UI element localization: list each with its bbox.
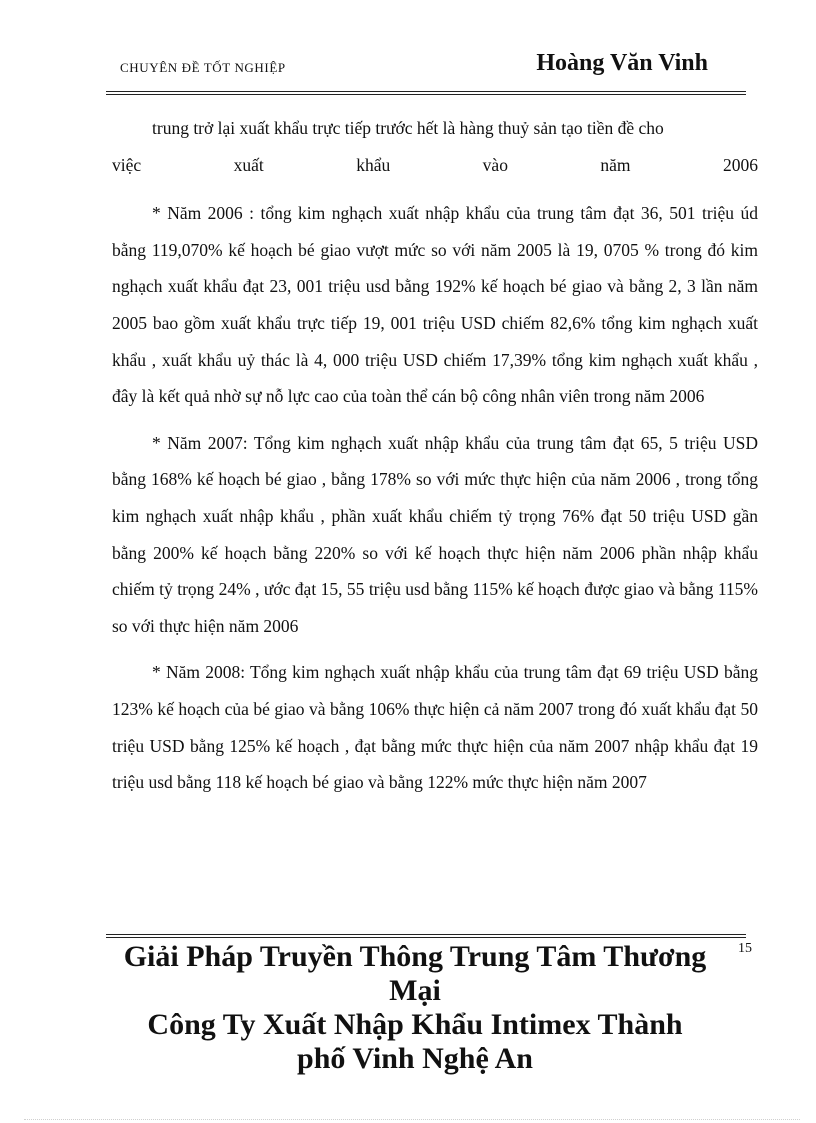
paragraph-intro-line-1: trung trở lại xuất khẩu trực tiếp trước hết là hàng thuỷ sản tạo tiền đề cho — [152, 118, 664, 138]
page-number: 15 — [738, 941, 752, 956]
footer-title-line-3: Công Ty Xuất Nhập Khẩu Intimex Thành — [147, 1008, 683, 1041]
header-author-name: Hoàng Văn Vinh — [536, 50, 708, 76]
paragraph-2006: * Năm 2006 : tổng kim nghạch xuất nhập khẩu của trung tâm đạt 36, 501 triệu úd bằng 119,070% kế hoạch bé giao vượt mức so với năm 2005 là 19, 0705 % trong đó kim nghạch xuất khẩu đạt 23, 001 triệu usd bằng 192% kế hoạch bé giao và bằng 2, 3 lần năm 2005 bao gồm xuất khẩu trực tiếp 19, 001 triệu USD chiếm 82,6% tổng kim nghạch xuất khẩu , xuất khẩu uỷ thác là 4, 000 triệu USD chiếm 17,39% tổng kim nghạch xuất khẩu , đây là kết quả nhờ sự nỗ lực cao của toàn thể cán bộ công nhân viên trong năm 2006 — [112, 203, 758, 407]
paragraph-2008: * Năm 2008: Tổng kim nghạch xuất nhập khẩu của trung tâm đạt 69 triệu USD bằng 123% kế hoạch của bé giao và bằng 106% thực hiện cả năm 2007 trong đó xuất khẩu đạt 50 triệu USD bằng 125% kế hoạch , đạt bằng mức thực hiện của năm 2007 nhập khẩu đạt 19 triệu usd bằng 118 kế hoạch bé giao và bằng 122% mức thực hiện năm 2007 — [112, 662, 758, 793]
footer-title-line-1: Giải Pháp Truyền Thông Trung Tâm Thương — [123, 940, 707, 973]
document-body — [112, 110, 758, 811]
footer-divider — [106, 934, 746, 938]
footer-title-line-2: Mại — [389, 974, 441, 1007]
header-divider — [106, 91, 746, 95]
footer-title-line-4: phố Vinh Nghệ An — [297, 1042, 533, 1075]
paragraph-2007: * Năm 2007: Tổng kim nghạch xuất nhập khẩu của trung tâm đạt 65, 5 triệu USD bằng 168% kế hoạch bé giao , bằng 178% so với mức thực hiện của năm 2006 , trong tổng kim nghạch xuất nhập khẩu , phần xuất khẩu chiếm tỷ trọng 76% đạt 50 triệu USD gần bằng 200% kế hoạch bằng 220% so với kế hoạch thực hiện năm 2006 phần nhập khẩu chiếm tỷ trọng 24% , ước đạt 15, 55 triệu usd bằng 115% kế hoạch được giao và bằng 115% so với thực hiện năm 2006 — [112, 432, 758, 636]
page-bottom-dotted-line — [24, 1119, 800, 1120]
footer-title — [112, 940, 718, 1076]
paragraph-intro — [112, 110, 758, 183]
page-header — [112, 48, 746, 88]
header-document-type: CHUYÊN ĐỀ TỐT NGHIỆP — [120, 60, 286, 75]
paragraph-intro-line-2: việc xuất khẩu vào năm 2006 — [112, 154, 758, 175]
